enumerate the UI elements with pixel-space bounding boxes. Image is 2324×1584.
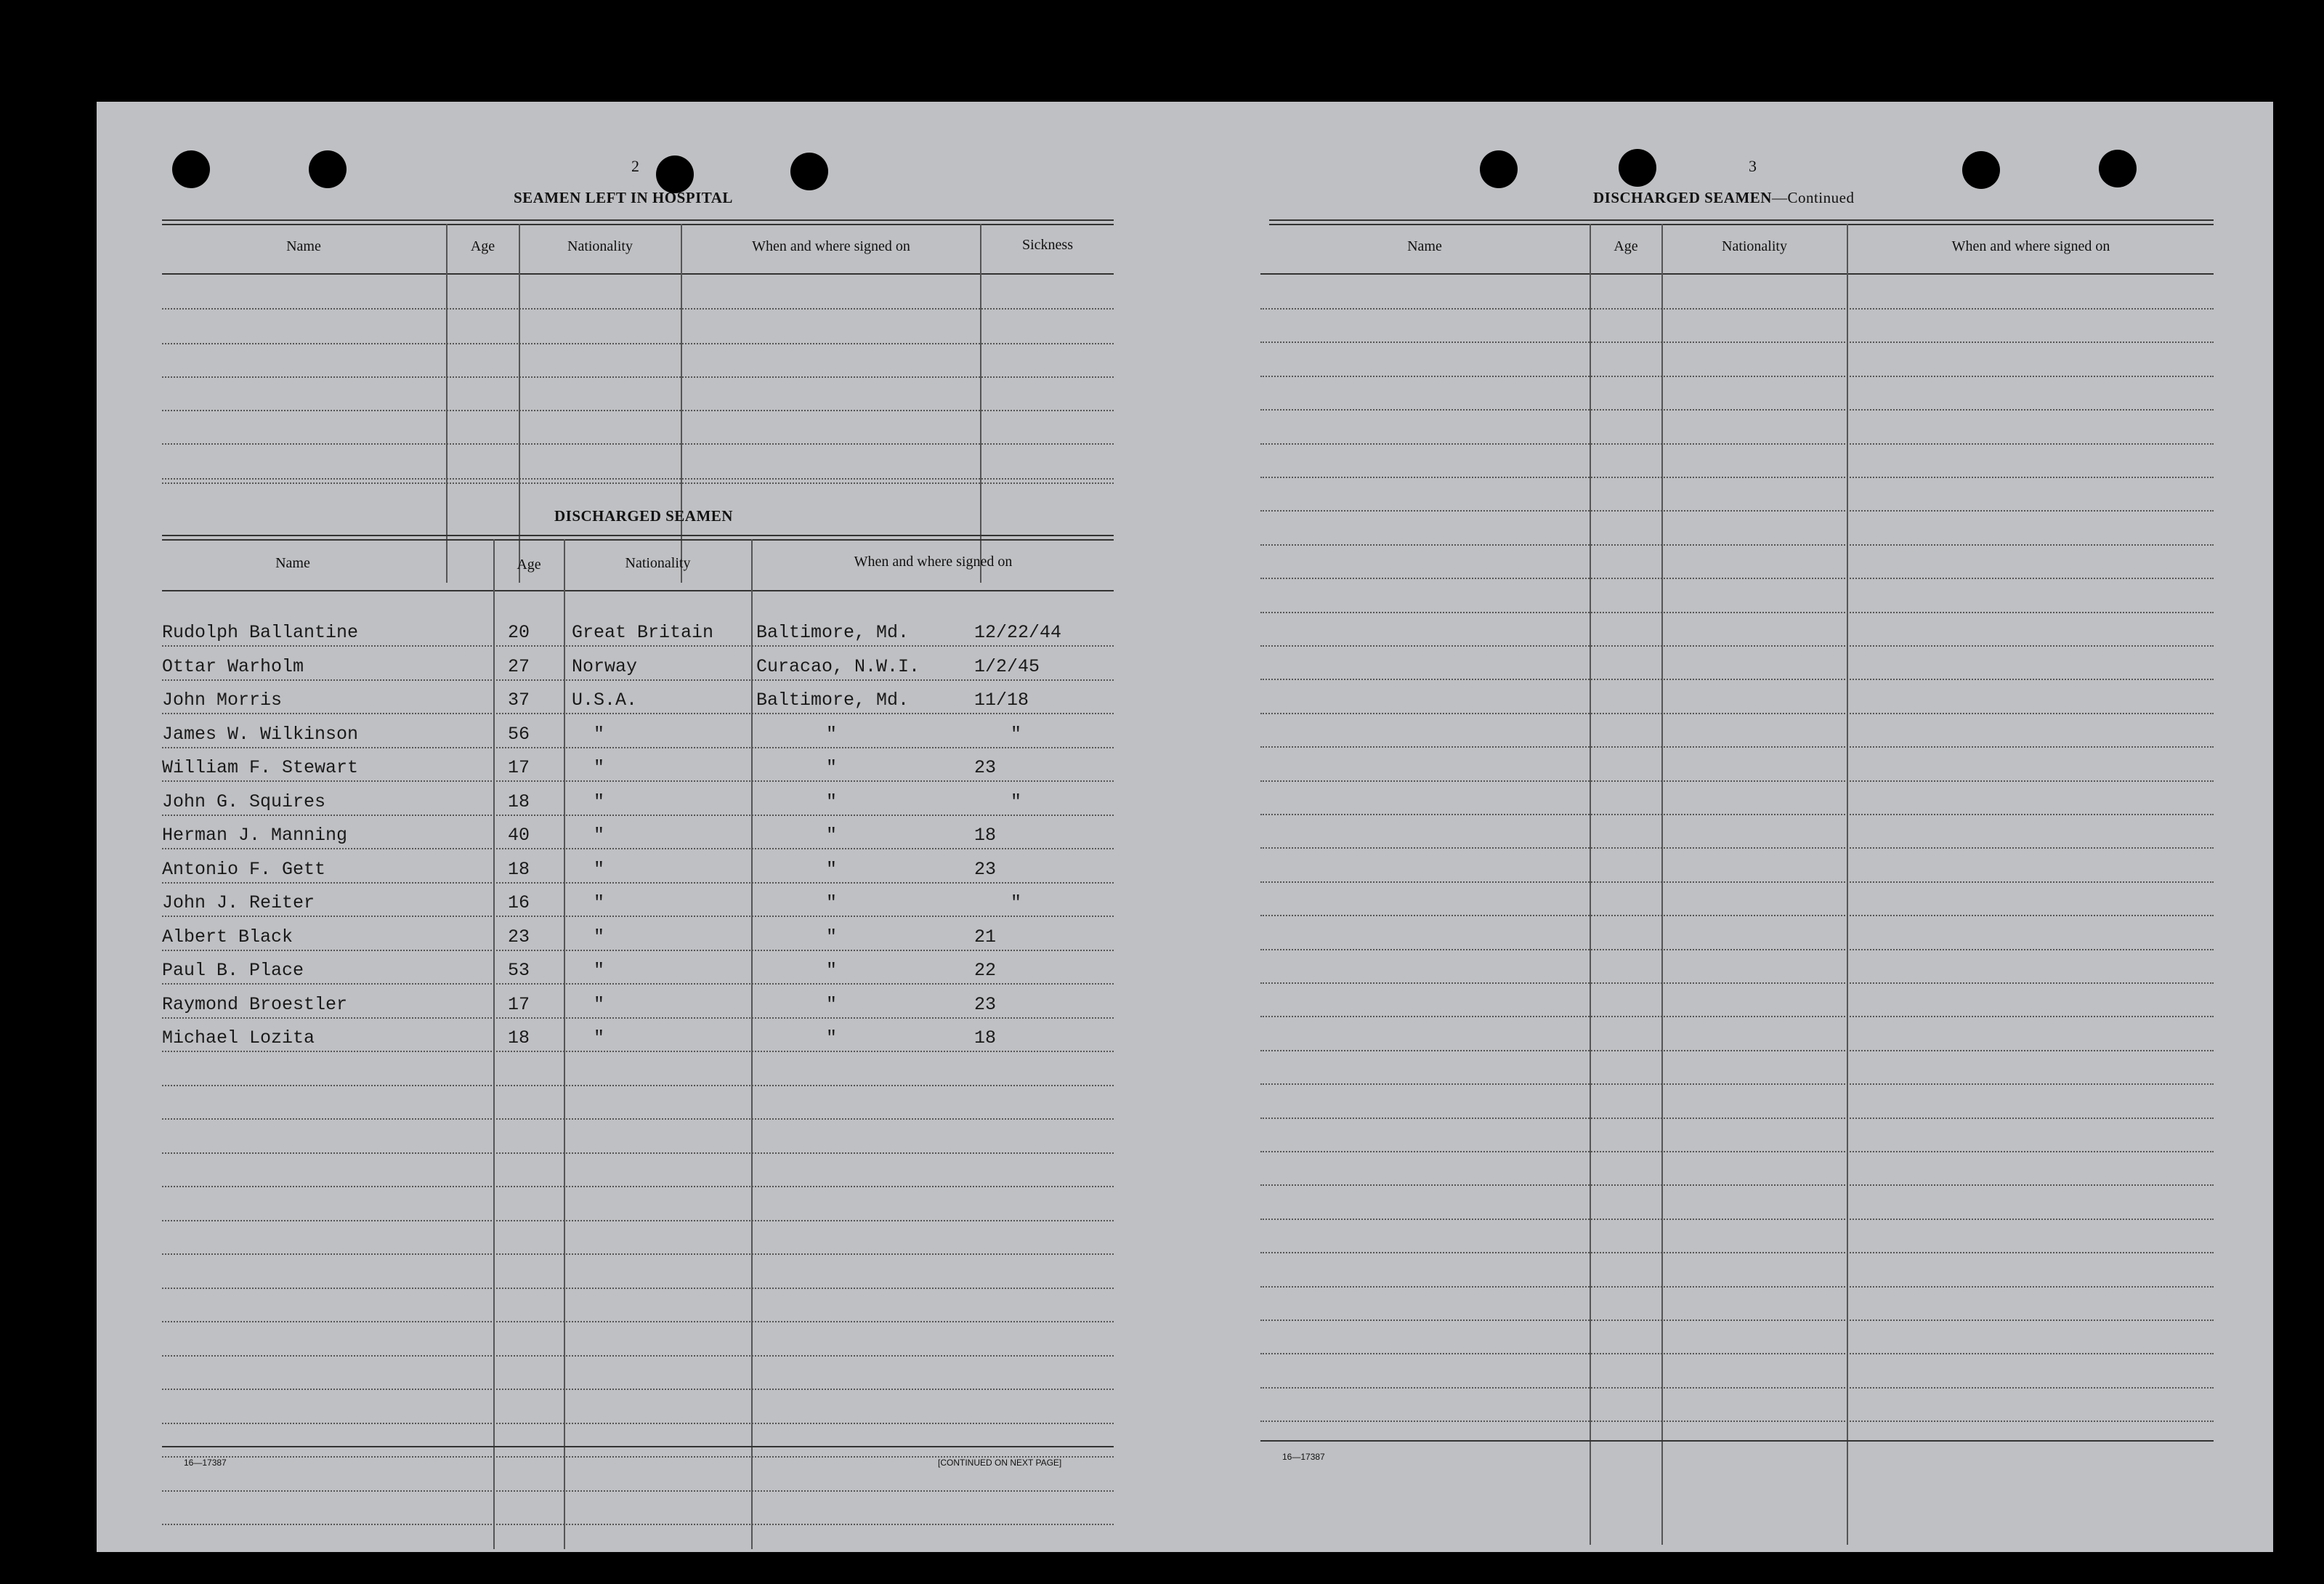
table-header-rule: [1260, 273, 2214, 275]
ruled-line: [162, 983, 1114, 985]
ruled-line: [1260, 1050, 2214, 1051]
cell-age: 23: [508, 926, 530, 947]
column-divider: [493, 539, 495, 1549]
ruled-line: [1260, 780, 2214, 782]
ruled-line: [162, 1423, 1114, 1424]
page-number-right: 3: [1749, 157, 1757, 175]
column-header-age: Age: [517, 557, 541, 573]
cell-place: ": [826, 960, 838, 981]
cell-age: 37: [508, 690, 530, 711]
cell-age: 18: [508, 791, 530, 812]
cell-age: 17: [508, 757, 530, 778]
cell-place: ": [826, 791, 838, 812]
ruled-line: [162, 1085, 1114, 1086]
ruled-line: [162, 780, 1114, 782]
table-header-rule: [162, 590, 1114, 591]
ruled-line: [162, 343, 1114, 344]
cell-date: 21: [974, 926, 997, 947]
continued-note: [CONTINUED ON NEXT PAGE]: [938, 1458, 1062, 1468]
ruled-line: [1260, 679, 2214, 680]
cell-name: John G. Squires: [162, 791, 326, 812]
ruled-line: [1260, 342, 2214, 343]
cell-date: 22: [974, 960, 997, 981]
cell-nationality: ": [594, 825, 605, 846]
cell-nationality: ": [594, 791, 605, 812]
ruled-line: [1260, 847, 2214, 849]
column-header-signed-on: When and where signed on: [752, 238, 910, 254]
column-divider: [1661, 224, 1663, 1545]
right-section-title-text: DISCHARGED SEAMEN: [1593, 189, 1772, 206]
form-number-right: 16—17387: [1282, 1452, 1325, 1462]
ruled-line: [162, 1152, 1114, 1154]
ruled-line: [1260, 1320, 2214, 1321]
cell-name: Antonio F. Gett: [162, 858, 326, 880]
cell-name: Raymond Broestler: [162, 993, 348, 1015]
table-bottom-rule: [162, 1446, 1114, 1447]
table-top-rule: [162, 535, 1114, 541]
cell-name: John Morris: [162, 690, 283, 711]
ruled-line: [1260, 1083, 2214, 1085]
punch-hole: [172, 150, 210, 188]
ruled-line: [162, 1186, 1114, 1187]
ruled-line: [162, 1389, 1114, 1390]
ruled-line: [1260, 713, 2214, 714]
page-number-left: 2: [631, 157, 639, 175]
cell-age: 16: [508, 892, 530, 913]
hospital-section-title: SEAMEN LEFT IN HOSPITAL: [514, 189, 733, 206]
cell-date: 1/2/45: [974, 655, 1040, 677]
cell-date: 23: [974, 858, 997, 880]
punch-hole: [1619, 149, 1656, 187]
cell-nationality: U.S.A.: [572, 690, 638, 711]
ruled-line: [162, 478, 1114, 480]
cell-place: ": [826, 892, 838, 913]
cell-nationality: ": [594, 960, 605, 981]
cell-nationality: ": [594, 926, 605, 947]
cell-name: Paul B. Place: [162, 960, 304, 981]
cell-date: 12/22/44: [974, 622, 1062, 643]
cell-nationality: ": [594, 993, 605, 1015]
ruled-line: [1260, 578, 2214, 579]
ruled-line: [1260, 510, 2214, 512]
cell-date: 23: [974, 757, 997, 778]
ruled-line: [1260, 1353, 2214, 1354]
right-section-title-suffix: —Continued: [1771, 189, 1855, 206]
column-header-signed-on: When and where signed on: [854, 554, 1013, 570]
ruled-line: [1260, 949, 2214, 950]
ruled-line: [162, 950, 1114, 951]
cell-name: Rudolph Ballantine: [162, 622, 359, 643]
form-number-left: 16—17387: [184, 1458, 227, 1468]
table-bottom-rule: [1260, 1440, 2214, 1442]
column-header-name: Name: [286, 238, 321, 254]
cell-date: ": [1011, 892, 1022, 913]
ruled-line: [1260, 409, 2214, 411]
ruled-line: [1260, 881, 2214, 883]
cell-name: Michael Lozita: [162, 1027, 315, 1048]
column-header-nationality: Nationality: [567, 238, 633, 254]
cell-name: Herman J. Manning: [162, 825, 348, 846]
cell-age: 27: [508, 655, 530, 677]
ruled-line: [1260, 814, 2214, 815]
ruled-line: [1260, 1286, 2214, 1288]
cell-name: Albert Black: [162, 926, 293, 947]
ruled-line: [162, 1355, 1114, 1357]
punch-hole: [1962, 151, 2000, 189]
cell-place: ": [826, 723, 838, 745]
ruled-line: [162, 1490, 1114, 1492]
cell-place: ": [826, 926, 838, 947]
column-header-nationality: Nationality: [1722, 238, 1787, 254]
ruled-line: [1260, 1421, 2214, 1422]
ruled-line: [162, 882, 1114, 884]
cell-date: ": [1011, 791, 1022, 812]
cell-place: ": [826, 825, 838, 846]
cell-age: 18: [508, 1027, 530, 1048]
ruled-line: [1260, 1184, 2214, 1186]
ruled-line: [162, 1017, 1114, 1019]
ruled-line: [1260, 477, 2214, 478]
cell-place: ": [826, 993, 838, 1015]
ruled-line: [1260, 1151, 2214, 1152]
cell-place: Baltimore, Md.: [756, 622, 910, 643]
ruled-line: [1260, 544, 2214, 546]
punch-hole: [790, 153, 828, 190]
ruled-line: [1260, 1016, 2214, 1017]
ruled-line: [162, 1524, 1114, 1525]
ruled-line: [162, 815, 1114, 816]
cell-age: 18: [508, 858, 530, 880]
cell-nationality: ": [594, 1027, 605, 1048]
cell-date: ": [1011, 723, 1022, 745]
cell-age: 17: [508, 993, 530, 1015]
cell-place: Baltimore, Md.: [756, 690, 910, 711]
ruled-line: [162, 376, 1114, 378]
ruled-line: [1260, 1252, 2214, 1253]
punch-hole: [656, 155, 694, 193]
column-header-sickness: Sickness: [1022, 237, 1073, 253]
ruled-line: [162, 410, 1114, 411]
column-divider: [751, 539, 753, 1549]
ruled-line: [162, 1288, 1114, 1289]
cell-nationality: ": [594, 757, 605, 778]
cell-age: 53: [508, 960, 530, 981]
column-divider: [980, 224, 981, 583]
column-header-nationality: Nationality: [625, 555, 691, 571]
ruled-line: [162, 848, 1114, 849]
cell-date: 18: [974, 825, 997, 846]
ruled-line: [162, 482, 1114, 484]
ruled-line: [1260, 1118, 2214, 1119]
punch-hole: [309, 150, 347, 188]
ruled-line: [162, 1321, 1114, 1322]
ruled-line: [162, 713, 1114, 714]
ruled-line: [162, 308, 1114, 310]
ruled-line: [1260, 1219, 2214, 1220]
cell-place: ": [826, 757, 838, 778]
ruled-line: [1260, 915, 2214, 916]
cell-nationality: ": [594, 892, 605, 913]
ruled-line: [162, 1118, 1114, 1120]
column-header-name: Name: [1407, 238, 1442, 254]
cell-place: ": [826, 1027, 838, 1048]
punch-hole: [2099, 150, 2137, 187]
cell-age: 56: [508, 723, 530, 745]
ruled-line: [162, 916, 1114, 917]
column-header-name: Name: [275, 555, 310, 571]
column-divider: [519, 224, 520, 583]
cell-age: 40: [508, 825, 530, 846]
right-section-title: [1593, 189, 1854, 207]
table-header-rule: [162, 273, 1114, 275]
discharged-section-title: DISCHARGED SEAMEN: [554, 507, 733, 525]
ruled-line: [162, 747, 1114, 748]
ruled-line: [1260, 746, 2214, 748]
cell-place: Curacao, N.W.I.: [756, 655, 920, 677]
cell-nationality: ": [594, 723, 605, 745]
cell-name: John J. Reiter: [162, 892, 315, 913]
cell-date: 23: [974, 993, 997, 1015]
cell-date: 11/18: [974, 690, 1029, 711]
column-divider: [564, 539, 565, 1549]
ruled-line: [162, 679, 1114, 681]
ruled-line: [162, 1253, 1114, 1255]
ruled-line: [162, 443, 1114, 445]
column-header-age: Age: [1614, 238, 1638, 254]
column-header-age: Age: [470, 238, 495, 254]
column-divider: [1847, 224, 1848, 1545]
table-top-rule: [1269, 219, 2214, 225]
column-divider: [446, 224, 448, 583]
cell-name: Ottar Warholm: [162, 655, 304, 677]
cell-place: ": [826, 858, 838, 880]
cell-nationality: Great Britain: [572, 622, 714, 643]
ruled-line: [1260, 308, 2214, 310]
cell-date: 18: [974, 1027, 997, 1048]
cell-name: William F. Stewart: [162, 757, 359, 778]
ruled-line: [1260, 1387, 2214, 1389]
punch-hole: [1480, 150, 1518, 188]
ruled-line: [1260, 982, 2214, 984]
ruled-line: [162, 1051, 1114, 1052]
column-divider: [681, 224, 682, 583]
document-sheet: [97, 102, 2273, 1552]
ruled-line: [162, 1220, 1114, 1221]
ruled-line: [1260, 443, 2214, 445]
cell-nationality: Norway: [572, 655, 638, 677]
column-divider: [1590, 224, 1591, 1545]
ruled-line: [1260, 376, 2214, 377]
table-top-rule: [162, 219, 1114, 225]
cell-name: James W. Wilkinson: [162, 723, 359, 745]
ruled-line: [1260, 612, 2214, 613]
ruled-line: [162, 645, 1114, 647]
ruled-line: [1260, 645, 2214, 647]
cell-age: 20: [508, 622, 530, 643]
column-header-signed-on: When and where signed on: [1951, 238, 2110, 254]
cell-nationality: ": [594, 858, 605, 880]
